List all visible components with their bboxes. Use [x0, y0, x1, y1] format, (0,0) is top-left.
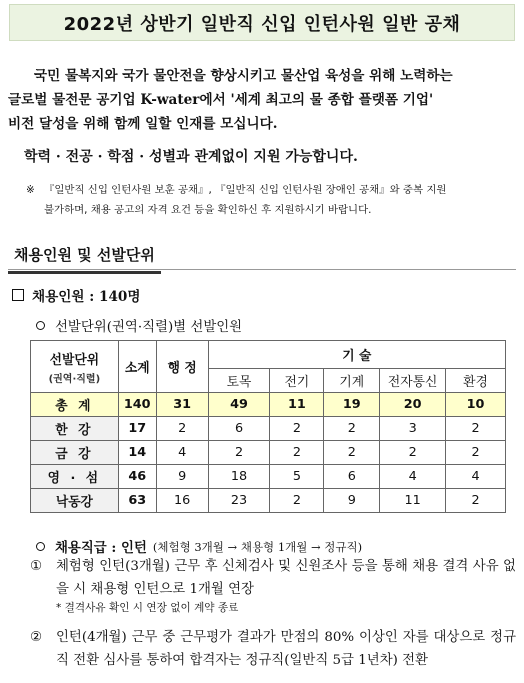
cell-tech: 23 — [208, 489, 270, 513]
cell-tech: 2 — [324, 417, 380, 441]
section-divider — [8, 269, 516, 270]
cell-tech: 18 — [208, 465, 270, 489]
unit-line-text: 선발단위(권역·직렬)별 선발인원 — [55, 320, 243, 335]
headcount-text: 채용인원 : 140명 — [32, 289, 141, 305]
cell-tech: 2 — [380, 441, 446, 465]
header-tech-col: 기계 — [324, 369, 380, 393]
cell-tech: 6 — [324, 465, 380, 489]
cell-admin: 4 — [156, 441, 208, 465]
intro-line-2: 글로벌 물전문 공기업 K-water에서 '세계 최고의 물 종합 플랫폼 기업' — [8, 92, 434, 108]
cell-tech: 2 — [446, 489, 506, 513]
item-text: 인턴(4개월) 근무 중 근무평가 결과가 만점의 80% 이상인 자를 대상으로 정규직 전환 심사를 통하여 합격자는 정규직(일반직 5급 1년차) 전환 — [56, 630, 516, 668]
cell-tech: 19 — [324, 393, 380, 417]
cell-admin: 2 — [156, 417, 208, 441]
cell-admin: 9 — [156, 465, 208, 489]
item-text: 체험형 인턴(3개월) 근무 후 신체검사 및 신원조사 등을 통해 채용 결격 사유 없을 시 채용형 인턴으로 1개월 연장 — [56, 559, 516, 597]
intro-line-3: 비전 달성을 위해 함께 일할 인재를 모십니다. — [8, 116, 278, 132]
header-total: 소계 — [118, 341, 156, 393]
square-bullet-icon — [12, 289, 24, 301]
header-tech-col: 토목 — [208, 369, 270, 393]
footnote-line-1: 『일반직 신입 인턴사원 보훈 공채』, 『일반직 신입 인턴사원 장애인 공채』와 중복 지원 — [44, 184, 447, 196]
recruitment-table — [30, 340, 506, 513]
cell-tech: 11 — [270, 393, 324, 417]
table-row — [31, 417, 506, 441]
cell-tech: 11 — [380, 489, 446, 513]
cell-tech: 20 — [380, 393, 446, 417]
cell-tech: 2 — [446, 441, 506, 465]
footnote-line-2: 불가하며, 채용 공고의 자격 요건 등을 확인하신 후 지원하시기 바랍니다. — [44, 204, 372, 216]
table-row — [31, 489, 506, 513]
cell-total: 63 — [118, 489, 156, 513]
intro-line-1: 국민 물복지와 국가 물안전을 향상시키고 물산업 육성을 위해 노력하는 — [34, 68, 453, 84]
eligibility-notice: 학력 · 전공 · 학점 · 성별과 관계없이 지원 가능합니다. — [24, 149, 358, 165]
header-admin: 행 정 — [156, 341, 208, 393]
cell-tech: 4 — [380, 465, 446, 489]
cell-tech: 2 — [270, 417, 324, 441]
row-label: 총 계 — [31, 393, 119, 417]
table-row — [31, 441, 506, 465]
rank-line — [36, 537, 362, 556]
cell-tech: 2 — [324, 441, 380, 465]
header-unit-sub: (권역·직렬) — [48, 373, 101, 385]
reference-mark-icon: ※ — [26, 184, 35, 196]
cell-tech: 3 — [380, 417, 446, 441]
intro-paragraph — [8, 64, 516, 136]
footnote — [26, 180, 516, 220]
list-item — [30, 555, 516, 601]
row-label: 낙동강 — [31, 489, 119, 513]
cell-total: 46 — [118, 465, 156, 489]
header-tech-col: 전자통신 — [380, 369, 446, 393]
row-label: 금 강 — [31, 441, 119, 465]
cell-tech: 2 — [208, 441, 270, 465]
headcount-line — [12, 285, 141, 305]
circle-bullet-icon — [36, 542, 45, 551]
rank-label: 채용직급 : 인턴 — [55, 540, 147, 556]
header-tech: 기 술 — [208, 341, 505, 369]
cell-tech: 2 — [446, 417, 506, 441]
cell-tech: 10 — [446, 393, 506, 417]
header-tech-col: 전기 — [270, 369, 324, 393]
unit-line — [36, 316, 242, 335]
table-row — [31, 465, 506, 489]
row-label: 한 강 — [31, 417, 119, 441]
cell-tech: 4 — [446, 465, 506, 489]
sub-note: * 결격사유 확인 시 연장 없이 계약 종료 — [56, 602, 239, 614]
cell-tech: 2 — [270, 441, 324, 465]
section-heading: 채용인원 및 선발단위 — [8, 240, 161, 274]
cell-total: 14 — [118, 441, 156, 465]
page-title-text: 2022년 상반기 일반직 신입 인턴사원 일반 공채 — [63, 13, 461, 35]
header-tech-col: 환경 — [446, 369, 506, 393]
circle-bullet-icon — [36, 321, 45, 330]
cell-admin: 31 — [156, 393, 208, 417]
list-item — [30, 626, 516, 672]
cell-total: 140 — [118, 393, 156, 417]
cell-tech: 49 — [208, 393, 270, 417]
row-label: 영 · 섬 — [31, 465, 119, 489]
page-title — [9, 4, 515, 41]
cell-tech: 2 — [270, 489, 324, 513]
cell-admin: 16 — [156, 489, 208, 513]
item-number: ② — [30, 630, 43, 645]
item-number: ① — [30, 559, 43, 574]
cell-tech: 6 — [208, 417, 270, 441]
table-row-total — [31, 393, 506, 417]
header-unit: 선발단위 (권역·직렬) — [31, 341, 119, 393]
cell-tech: 9 — [324, 489, 380, 513]
rank-detail: (체험형 3개월 → 채용형 1개월 → 정규직) — [152, 539, 363, 554]
cell-total: 17 — [118, 417, 156, 441]
cell-tech: 5 — [270, 465, 324, 489]
